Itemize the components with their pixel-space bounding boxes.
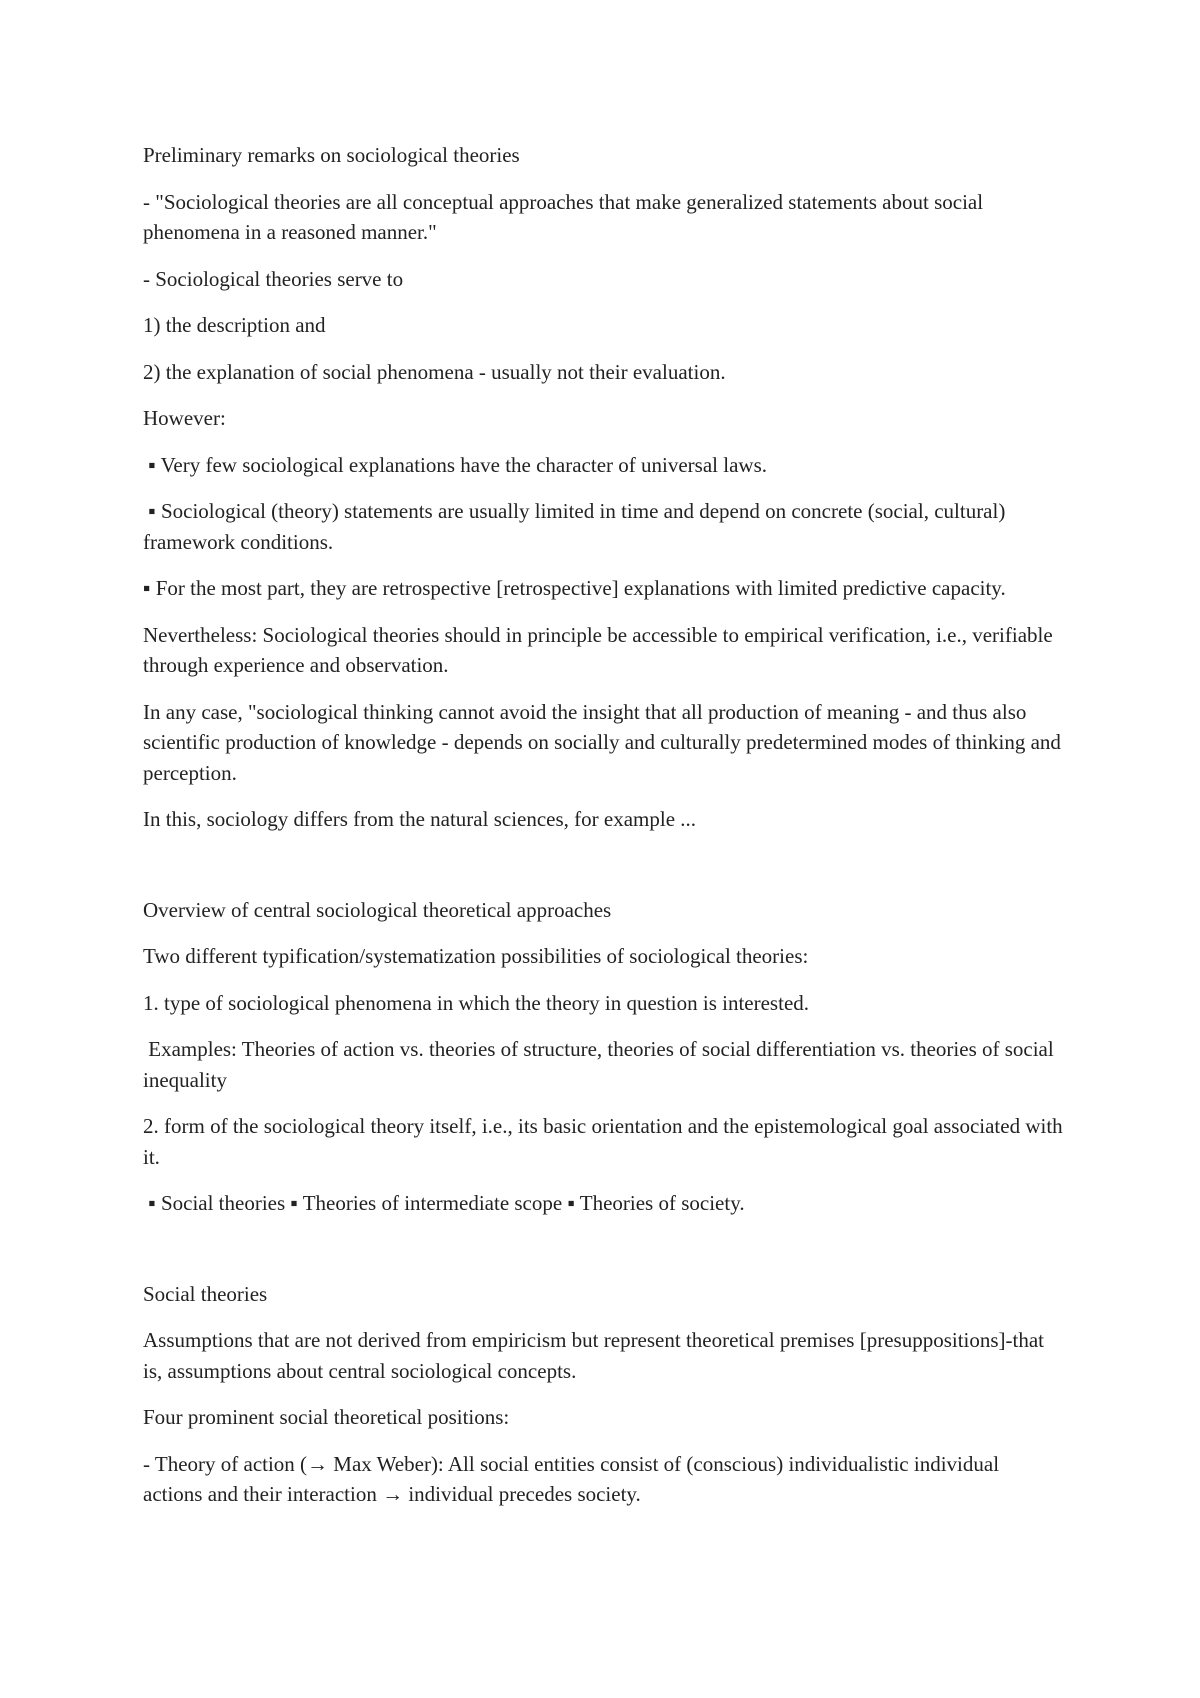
numbered-item: 2. form of the sociological theory itself, i.e., its basic orientation and the epistemological goal associated with it. [143,1114,1063,1169]
text-paragraph: Nevertheless: Sociological theories should in principle be accessible to empirical verification, i.e., verifiable through experience and observation. [143,622,1053,677]
bullet-item: ▪ Sociological (theory) statements are usually limited in time and depend on concrete (social, cultural) framework conditions. [143,499,1011,554]
text-paragraph: - Sociological theories serve to [143,266,404,291]
section-heading: Social theories [143,1281,268,1306]
section-heading: Preliminary remarks on sociological theories [143,143,520,167]
bullet-item: ▪ For the most part, they are retrospective [retrospective] explanations with limited predictive capacity. [143,576,1006,600]
text-paragraph: Two different typification/systematization possibilities of sociological theories: [143,944,809,968]
text-paragraph: - Theory of action (→ Max Weber): All social entities consist of (conscious) individualistic individual actions and their interaction → individual precedes society. [143,1451,1000,1506]
numbered-item: 1) the description and [143,313,326,337]
numbered-item: 2) the explanation of social phenomena - usually not their evaluation. [143,359,726,384]
section-spacer [143,1235,1063,1279]
text-paragraph: However: [143,406,226,430]
section-spacer [143,851,1063,895]
section-heading: Overview of central sociological theoretical approaches [143,897,612,922]
bullet-item: ▪ Very few sociological explanations have the character of universal laws. [143,452,767,477]
text-paragraph: In this, sociology differs from the natural sciences, for example ... [143,807,697,831]
definition-paragraph: - "Sociological theories are all conceptual approaches that make generalized statements about social phenomena in a reasoned manner." [143,189,984,244]
text-paragraph: In any case, "sociological thinking cannot avoid the insight that all production of meaning - and thus also scientific production of knowledge - depends on socially and culturally predetermined modes of thinking and perception. [143,699,1061,785]
examples-paragraph: Examples: Theories of action vs. theories of structure, theories of social differentiation vs. theories of social inequality [143,1037,1059,1092]
text-paragraph: Four prominent social theoretical positions: [143,1405,510,1429]
document-page [143,140,1063,1526]
text-paragraph: Assumptions that are not derived from empiricism but represent theoretical premises [presuppositions]-that is, assumptions about central sociological concepts. [143,1328,1045,1383]
bullet-item: ▪ Social theories ▪ Theories of intermediate scope ▪ Theories of society. [143,1191,745,1215]
numbered-item: 1. type of sociological phenomena in which the theory in question is interested. [143,990,810,1015]
